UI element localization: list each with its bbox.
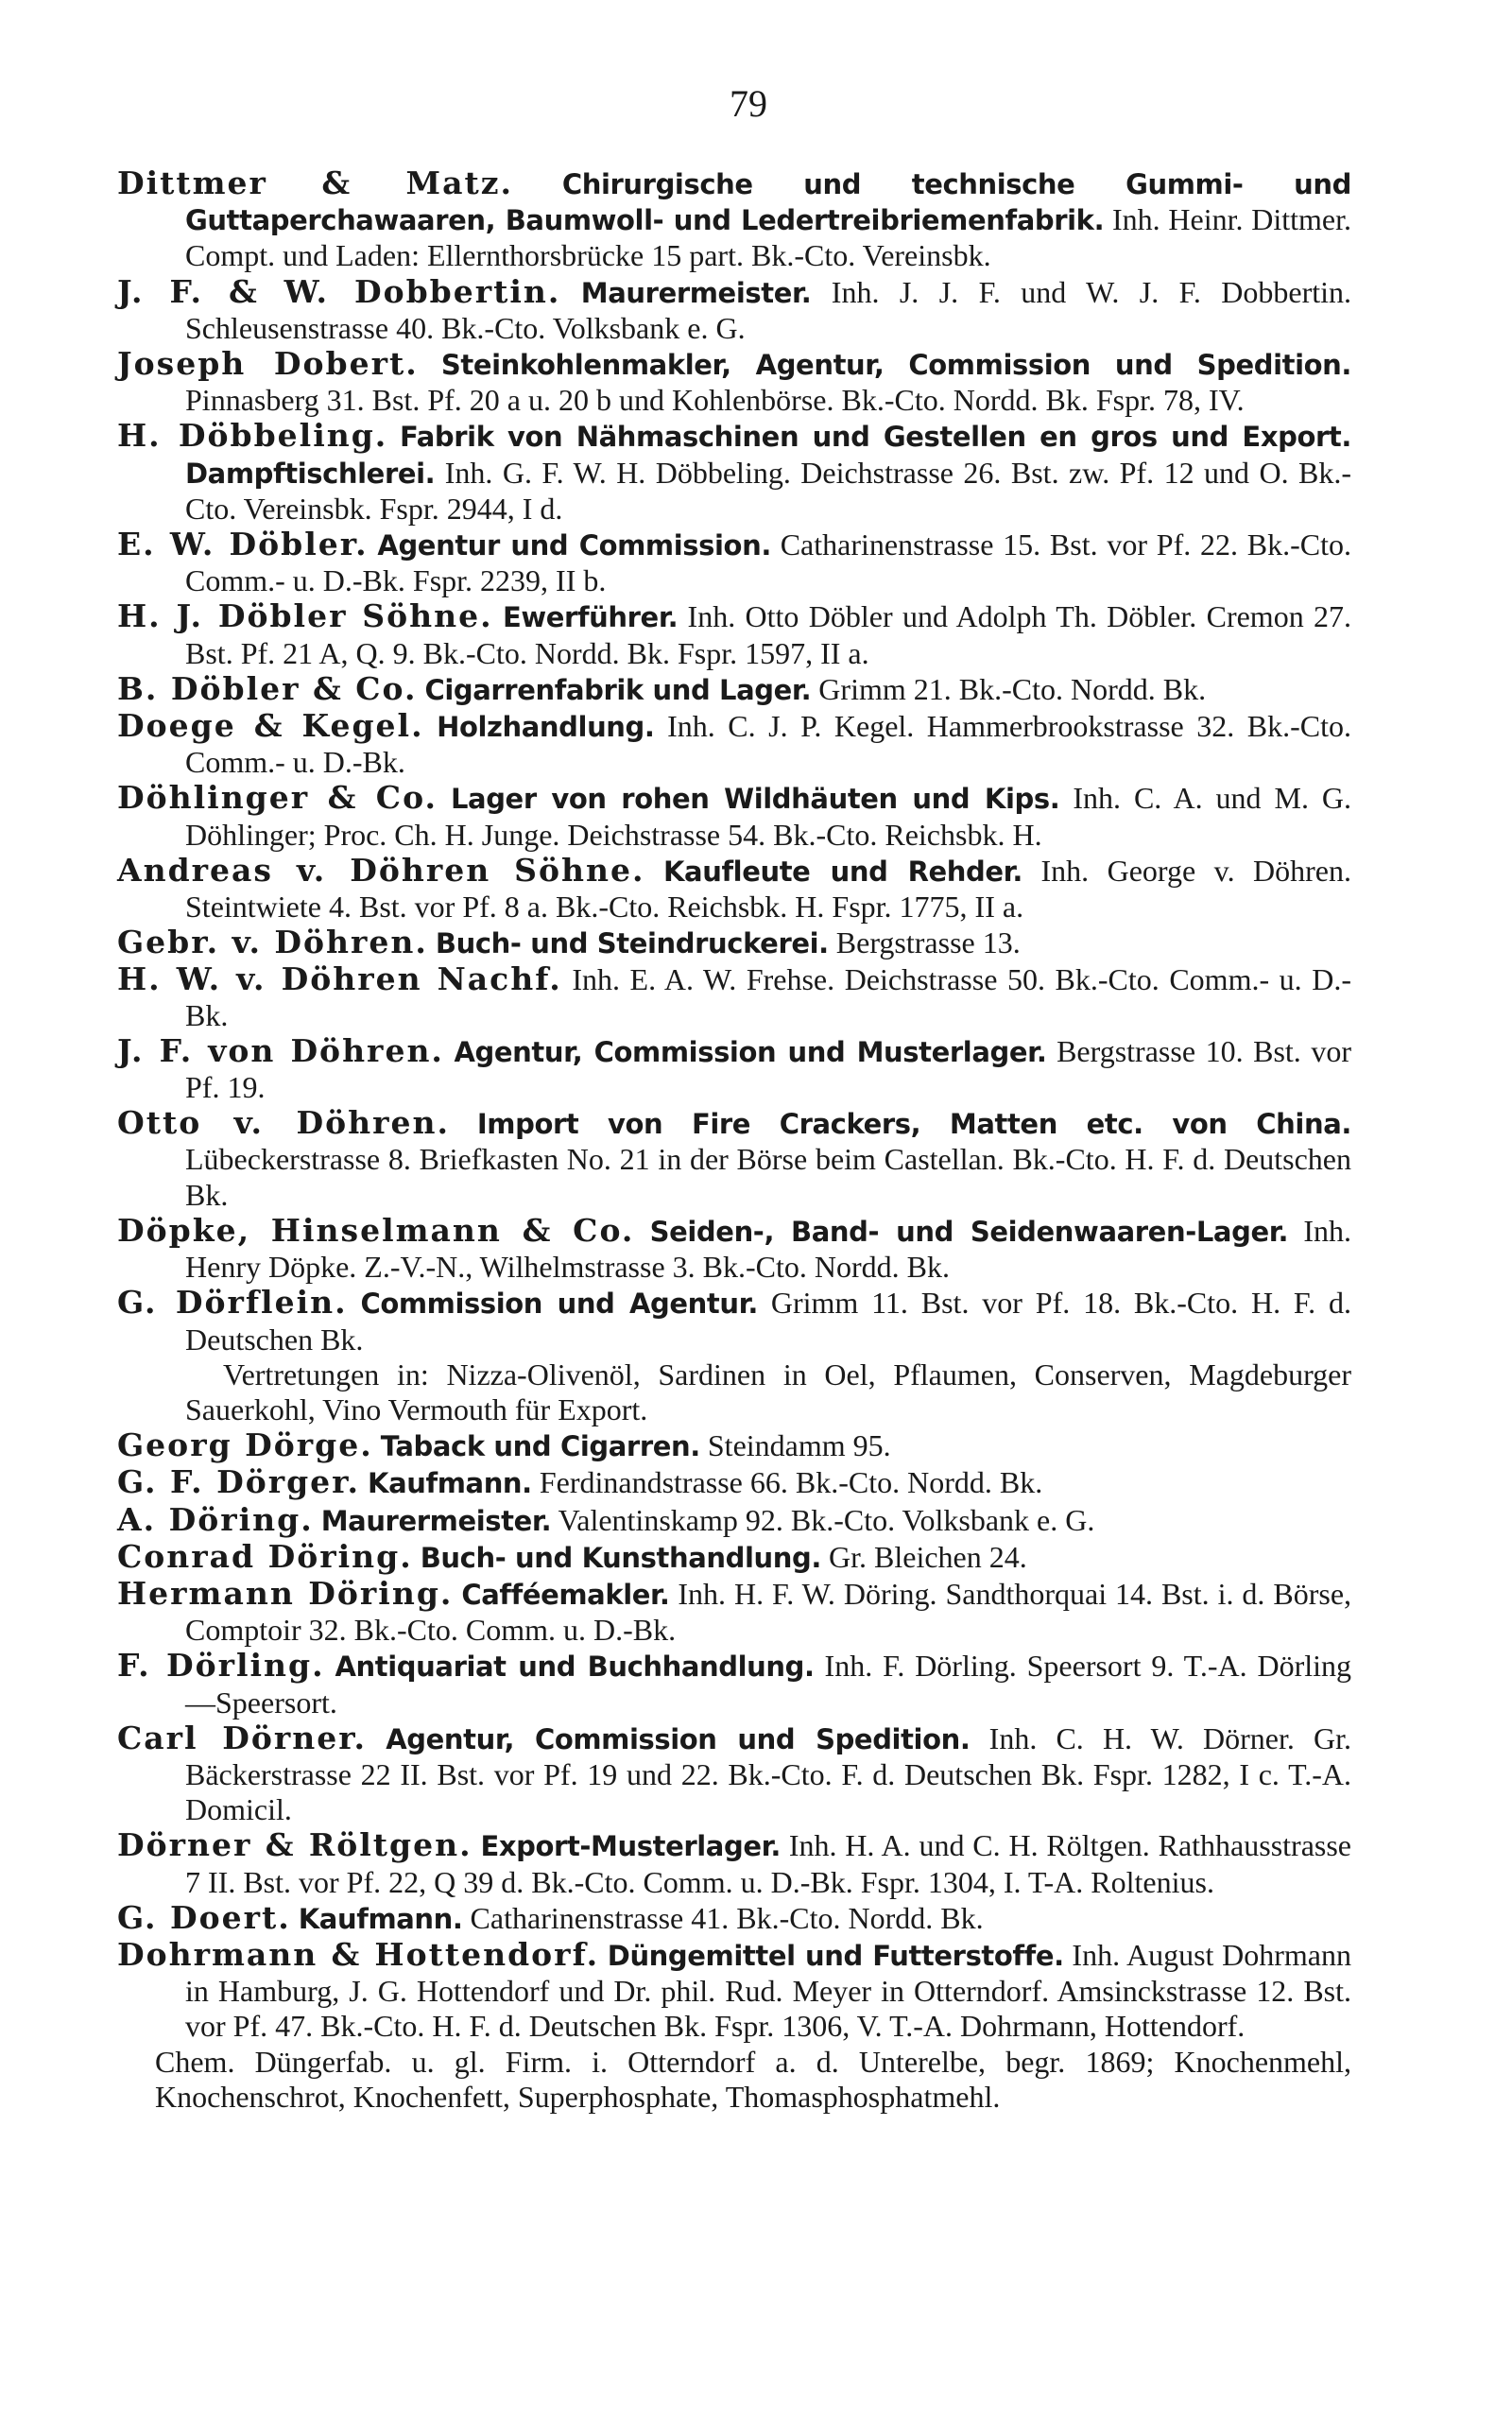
- entry-details: Ferdinandstrasse 66. Bk.-Cto. Nordd. Bk.: [539, 1465, 1043, 1500]
- entry-business-type: Maurermeister.: [320, 1504, 552, 1537]
- entry-business-type: Agentur, Commission und Spedition.: [386, 1722, 971, 1755]
- directory-entry: [117, 1285, 1351, 1357]
- entry-list: [117, 165, 1351, 2115]
- entry-business-type: Agentur, Commission und Musterlager.: [454, 1035, 1047, 1068]
- entry-details: Inh. J. J. F. und W. J. F. Dobbertin. Schleusenstrasse 40. Bk.-Cto. Volksbank e. G.: [185, 274, 1352, 345]
- directory-entry: [117, 598, 1351, 670]
- entry-details: Steindamm 95.: [707, 1428, 891, 1463]
- entry-details: Bergstrasse 10. Bst. vor Pf. 19.: [185, 1033, 1352, 1105]
- directory-entry: [117, 165, 1351, 274]
- entry-firm-name: H. W. v. Döhren Nachf.: [117, 960, 562, 998]
- entry-firm-name: Georg Dörge.: [117, 1426, 373, 1464]
- entry-business-type: Düngemittel und Futterstoffe.: [607, 1939, 1064, 1972]
- entry-details: Pinnasberg 31. Bst. Pf. 20 a u. 20 b und Kohlenbörse. Bk.-Cto. Nordd. Bk. Fspr. 78, IV.: [185, 383, 1245, 418]
- entry-business-type: Ewerführer.: [502, 601, 679, 634]
- entry-details: Inh. E. A. W. Frehse. Deichstrasse 50. Bk.-Cto. Comm.- u. D.-Bk.: [185, 962, 1351, 1032]
- directory-entry: [117, 1648, 1351, 1720]
- entry-details: Valentinskamp 92. Bk.-Cto. Volksbank e. G.: [558, 1502, 1095, 1537]
- entry-details: Inh. H. A. und C. H. Röltgen. Rathhausstrasse 7 II. Bst. vor Pf. 22, Q 39 d. Bk.-Cto. Comm. u. D.-Bk. Fspr. 1304, I. T-A. Roltenius.: [185, 1828, 1352, 1899]
- entry-firm-name: Dittmer & Matz.: [117, 164, 513, 201]
- entry-business-type: Holzhandlung.: [437, 711, 655, 744]
- entry-details: Inh. F. Dörling. Speersort 9. T.-A. Dörling—Speersort.: [185, 1649, 1352, 1720]
- entry-details: Inh. Otto Döbler und Adolph Th. Döbler. Cremon 27. Bst. Pf. 21 A, Q. 9. Bk.-Cto. Nordd. Bk. Fspr. 1597, II a.: [185, 599, 1352, 670]
- entry-details: Grimm 11. Bst. vor Pf. 18. Bk.-Cto. H. F. d. Deutschen Bk.: [185, 1286, 1352, 1357]
- entry-details: Grimm 21. Bk.-Cto. Nordd. Bk.: [818, 671, 1207, 706]
- entry-firm-name: Döhlinger & Co.: [117, 779, 438, 817]
- directory-entry: [117, 1720, 1351, 1828]
- directory-entry: [117, 1033, 1351, 1105]
- entry-business-type: Agentur und Commission.: [377, 529, 771, 562]
- directory-entry: [117, 925, 1351, 961]
- entry-firm-name: A. Döring.: [117, 1500, 314, 1538]
- entry-business-type: Kaufleute und Rehder.: [662, 855, 1023, 888]
- entry-firm-name: J. F. von Döhren.: [117, 1031, 444, 1069]
- entry-details: Gr. Bleichen 24.: [829, 1539, 1027, 1574]
- directory-entry: [117, 1105, 1351, 1213]
- entry-business-type: Buch- und Kunsthandlung.: [420, 1541, 821, 1574]
- entry-details: Inh. Heinr. Dittmer. Compt. und Laden: Ellernthorsbrücke 15 part. Bk.-Cto. Vereinsbk.: [185, 202, 1351, 273]
- directory-entry: [117, 1427, 1351, 1464]
- entry-firm-name: B. Döbler & Co.: [117, 669, 418, 707]
- entry-business-type: Antiquariat und Buchhandlung.: [335, 1651, 815, 1684]
- directory-entry: [117, 708, 1351, 780]
- entry-business-type: Lager von rohen Wildhäuten und Kips.: [450, 783, 1060, 816]
- entry-firm-name: Carl Dörner.: [117, 1719, 368, 1756]
- entry-details: Inh. H. F. W. Döring. Sandthorquai 14. Bst. i. d. Börse, Comptoir 32. Bk.-Cto. Comm. u. D.-Bk.: [185, 1576, 1352, 1648]
- entry-firm-name: E. W. Döbler.: [117, 526, 369, 563]
- entry-firm-name: Dohrmann & Hottendorf.: [117, 1935, 600, 1973]
- directory-entry: [117, 418, 1351, 527]
- entry-firm-name: Gebr. v. Döhren.: [117, 924, 428, 961]
- directory-entry: [117, 1464, 1351, 1501]
- entry-firm-name: J. F. & W. Dobbertin.: [117, 272, 561, 310]
- entry-firm-name: F. Dörling.: [117, 1647, 325, 1685]
- directory-entry: [117, 1900, 1351, 1937]
- entry-details: Inh. George v. Döhren. Steintwiete 4. Bst. vor Pf. 8 a. Bk.-Cto. Reichsbk. H. Fspr. 1775, II a.: [185, 853, 1351, 925]
- entry-business-type: Cafféemakler.: [461, 1578, 670, 1611]
- entry-note: Vertretungen in: Nizza-Olivenöl, Sardinen in Oel, Pflaumen, Conserven, Magdeburger Sauerkohl, Vino Vermouth für Export.: [185, 1357, 1351, 1426]
- entry-details: Inh. August Dohrmann in Hamburg, J. G. Hottendorf und Dr. phil. Rud. Meyer in Otterndorf. Amsinckstrasse 12. Bst. vor Pf. 47. Bk.-Cto. H. F. d. Deutschen Bk. Fspr. 1306, V. T.-A. Dohrmann, Hottendorf.: [185, 1937, 1351, 2044]
- directory-entry: [117, 1827, 1351, 1899]
- entry-business-type: Seiden-, Band- und Seidenwaaren-Lager.: [649, 1215, 1289, 1248]
- entry-business-type: Taback und Cigarren.: [380, 1430, 700, 1463]
- entry-details: Inh. C. H. W. Dörner. Gr. Bäckerstrasse 22 II. Bst. vor Pf. 19 und 22. Bk.-Cto. F. d. Deutschen Bk. Fspr. 1282, I c. T.-A. Domicil.: [185, 1720, 1352, 1827]
- entry-business-type: Steinkohlenmakler, Agentur, Commission und Spedition.: [440, 349, 1352, 382]
- entry-details: Catharinenstrasse 15. Bst. vor Pf. 22. Bk.-Cto. Comm.- u. D.-Bk. Fspr. 2239, II b.: [185, 527, 1352, 598]
- entry-firm-name: Dörner & Röltgen.: [117, 1826, 472, 1864]
- entry-firm-name: Conrad Döring.: [117, 1537, 413, 1575]
- entry-details: Inh. Henry Döpke. Z.-V.-N., Wilhelmstrasse 3. Bk.-Cto. Nordd. Bk.: [185, 1213, 1352, 1285]
- entry-details: Catharinenstrasse 41. Bk.-Cto. Nordd. Bk.: [470, 1900, 984, 1935]
- entry-firm-name: Andreas v. Döhren Söhne.: [117, 851, 645, 889]
- page-number: 79: [730, 82, 767, 125]
- entry-firm-name: G. Dörflein.: [117, 1284, 348, 1322]
- entry-business-type: Buch- und Steindruckerei.: [435, 927, 829, 960]
- entry-firm-name: H. Döbbeling.: [117, 417, 388, 455]
- directory-entry: [117, 1502, 1351, 1539]
- directory-entry: [117, 527, 1351, 598]
- directory-entry: [117, 671, 1351, 708]
- directory-entry: [117, 274, 1351, 346]
- entry-business-type: Import von Fire Crackers, Matten etc. von China.: [476, 1108, 1351, 1141]
- entry-business-type: Commission und Agentur.: [360, 1288, 758, 1321]
- entry-firm-name: H. J. Döbler Söhne.: [117, 597, 493, 635]
- entry-details: Lübeckerstrasse 8. Briefkasten No. 21 in der Börse beim Castellan. Bk.-Cto. H. F. d. Deutschen Bk.: [185, 1142, 1351, 1212]
- entry-details: Inh. C. J. P. Kegel. Hammerbrookstrasse 32. Bk.-Cto. Comm.- u. D.-Bk.: [185, 709, 1352, 780]
- entry-firm-name: Döpke, Hinselmann & Co.: [117, 1211, 635, 1249]
- entry-business-type: Maurermeister.: [580, 276, 812, 309]
- entry-business-type: Kaufmann.: [298, 1902, 463, 1935]
- directory-entry: [117, 1937, 1351, 2045]
- entry-business-type: Kaufmann.: [368, 1467, 532, 1500]
- entry-firm-name: Otto v. Döhren.: [117, 1104, 450, 1142]
- entry-business-type: Export-Musterlager.: [480, 1830, 781, 1863]
- entry-details: Bergstrasse 13.: [835, 925, 1021, 960]
- entry-firm-name: Doege & Kegel.: [117, 707, 424, 745]
- entry-firm-name: G. Doert.: [117, 1898, 291, 1936]
- entry-business-type: Cigarrenfabrik und Lager.: [424, 673, 812, 706]
- entry-firm-name: G. F. Dörger.: [117, 1463, 360, 1501]
- entry-note: Chem. Düngerfab. u. gl. Firm. i. Otterndorf a. d. Unterelbe, begr. 1869; Knochenmehl, Knochenschrot, Knochenfett, Superphosphate, Thomasphosphatmehl.: [155, 2044, 1351, 2114]
- directory-entry: [117, 780, 1351, 852]
- entry-firm-name: Joseph Dobert.: [117, 345, 419, 383]
- entry-business-type: Chirurgische und technische Gummi- und Guttaperchawaaren, Baumwoll- und Ledertreibriemenfabrik.: [185, 168, 1351, 237]
- directory-entry: [117, 346, 1351, 418]
- entry-business-type: Fabrik von Nähmaschinen und Gestellen en gros und Export. Dampftischlerei.: [185, 421, 1352, 490]
- directory-entry: [117, 1576, 1351, 1648]
- entry-details: Inh. C. A. und M. G. Döhlinger; Proc. Ch. H. Junge. Deichstrasse 54. Bk.-Cto. Reichsbk. H.: [185, 781, 1351, 852]
- entry-details: Inh. G. F. W. H. Döbbeling. Deichstrasse 26. Bst. zw. Pf. 12 und O. Bk.-Cto. Vereinsbk. Fspr. 2944, I d.: [185, 455, 1352, 526]
- directory-entry: [117, 1539, 1351, 1576]
- directory-entry: [117, 961, 1351, 1032]
- entry-firm-name: Hermann Döring.: [117, 1574, 454, 1612]
- directory-entry: [117, 1213, 1351, 1285]
- directory-entry: [117, 853, 1351, 925]
